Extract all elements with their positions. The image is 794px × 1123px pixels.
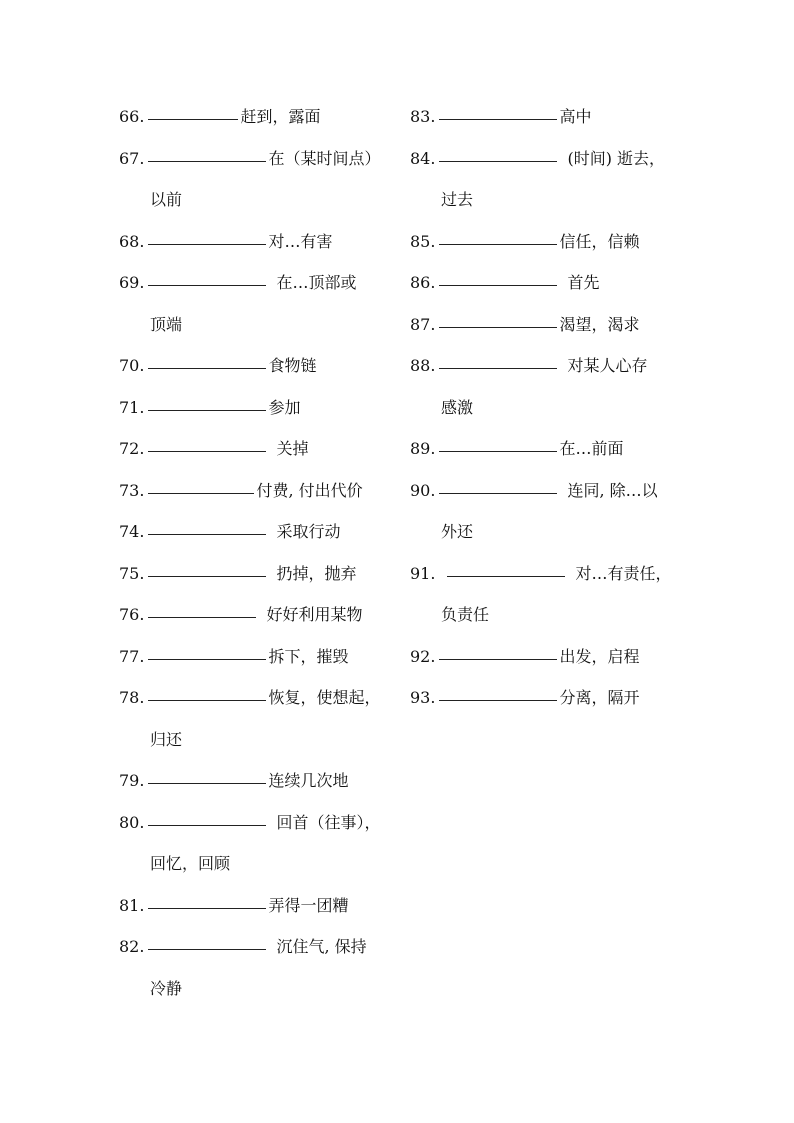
item-number: 84. xyxy=(410,148,436,168)
answer-blank[interactable] xyxy=(439,699,557,701)
item-number: 73. xyxy=(119,480,145,500)
item-number: 76. xyxy=(119,605,145,624)
answer-blank[interactable] xyxy=(439,326,557,328)
item-number: 93. xyxy=(410,688,436,707)
item-84 xyxy=(410,138,690,180)
item-meaning: 在（某时间点） xyxy=(268,148,381,168)
item-74 xyxy=(119,511,399,553)
item-meaning: 扔掉，抛弃 xyxy=(276,563,357,583)
item-meaning: 食物链 xyxy=(268,356,317,375)
item-87 xyxy=(410,304,690,346)
item-number: 87. xyxy=(410,314,436,334)
item-77 xyxy=(119,636,399,678)
answer-blank[interactable] xyxy=(148,533,266,535)
item-number: 77. xyxy=(119,646,145,666)
answer-blank[interactable] xyxy=(439,367,557,369)
item-meaning: 信任，信赖 xyxy=(559,231,640,251)
item-number: 74. xyxy=(119,522,145,541)
item-meaning-continued: 冷静 xyxy=(150,978,183,998)
answer-blank[interactable] xyxy=(447,575,565,577)
item-73 xyxy=(119,470,399,512)
item-number: 81. xyxy=(119,895,145,915)
answer-blank[interactable] xyxy=(148,409,266,411)
item-number: 66. xyxy=(119,107,145,126)
item-78 xyxy=(119,677,399,719)
item-meaning-continued: 回忆，回顾 xyxy=(150,854,231,873)
item-80 xyxy=(119,802,399,844)
answer-blank[interactable] xyxy=(148,450,266,452)
item-meaning: 好好利用某物 xyxy=(266,605,363,624)
item-number: 91. xyxy=(410,563,436,583)
item-89 xyxy=(410,428,690,470)
item-meaning: 在…顶部或 xyxy=(276,273,357,292)
item-meaning: 对…有责任， xyxy=(575,563,672,583)
item-meaning: 渴望，渴求 xyxy=(559,314,640,334)
answer-blank[interactable] xyxy=(439,450,557,452)
item-meaning: 出发，启程 xyxy=(559,646,640,666)
answer-blank[interactable] xyxy=(148,118,238,120)
answer-blank[interactable] xyxy=(148,243,266,245)
item-meaning-continued: 负责任 xyxy=(441,605,490,624)
item-number: 67. xyxy=(119,148,145,168)
item-88 xyxy=(410,345,690,387)
answer-blank[interactable] xyxy=(439,284,557,286)
item-82 xyxy=(119,926,399,968)
answer-blank[interactable] xyxy=(439,243,557,245)
item-86 xyxy=(410,262,690,304)
item-68 xyxy=(119,221,399,263)
item-meaning: 首先 xyxy=(567,273,600,292)
item-number: 78. xyxy=(119,688,145,707)
item-meaning: 回首（往事）， xyxy=(276,812,381,832)
item-meaning: 付费, 付出代价 xyxy=(256,480,363,500)
item-meaning: 分离，隔开 xyxy=(559,688,640,707)
item-81 xyxy=(119,885,399,927)
item-92 xyxy=(410,636,690,678)
item-number: 69. xyxy=(119,273,145,292)
item-meaning: 赶到，露面 xyxy=(240,107,321,126)
item-meaning: 参加 xyxy=(268,397,301,417)
item-meaning: 弄得一团糟 xyxy=(268,895,349,915)
item-meaning: 拆下，摧毁 xyxy=(268,646,349,666)
item-meaning: 采取行动 xyxy=(276,522,341,541)
item-number: 92. xyxy=(410,646,436,666)
item-meaning: 对某人心存 xyxy=(567,356,648,375)
answer-blank[interactable] xyxy=(148,658,266,660)
item-83 xyxy=(410,96,690,138)
item-number: 88. xyxy=(410,356,436,375)
item-meaning-continued: 以前 xyxy=(150,190,183,209)
item-number: 83. xyxy=(410,107,436,126)
item-meaning: (时间) 逝去， xyxy=(567,148,666,168)
item-meaning: 沉住气, 保持 xyxy=(276,937,367,956)
item-meaning-continued: 归还 xyxy=(150,729,183,749)
item-91 xyxy=(410,553,690,595)
right-column xyxy=(410,96,690,719)
item-meaning: 关掉 xyxy=(276,439,309,458)
item-meaning-continued: 外还 xyxy=(441,522,474,541)
item-meaning-continued: 顶端 xyxy=(150,314,183,334)
answer-blank[interactable] xyxy=(439,492,557,494)
item-number: 79. xyxy=(119,771,145,790)
item-93 xyxy=(410,677,690,719)
item-number: 86. xyxy=(410,273,436,292)
answer-blank[interactable] xyxy=(148,782,266,784)
item-meaning-continued: 过去 xyxy=(441,190,474,209)
item-69 xyxy=(119,262,399,304)
item-meaning-continued: 感激 xyxy=(441,397,474,417)
answer-blank[interactable] xyxy=(148,367,266,369)
item-meaning: 高中 xyxy=(559,107,592,126)
item-number: 82. xyxy=(119,937,145,956)
item-number: 89. xyxy=(410,439,436,458)
item-number: 90. xyxy=(410,480,436,500)
item-meaning: 连续几次地 xyxy=(268,771,349,790)
left-column xyxy=(119,96,399,1009)
item-number: 80. xyxy=(119,812,145,832)
answer-blank[interactable] xyxy=(439,160,557,162)
answer-blank[interactable] xyxy=(148,948,266,950)
item-number: 72. xyxy=(119,439,145,458)
item-meaning: 连同, 除…以 xyxy=(567,480,658,500)
item-meaning: 恢复，使想起， xyxy=(268,688,381,707)
answer-blank[interactable] xyxy=(148,616,256,618)
answer-blank[interactable] xyxy=(148,699,266,701)
item-number: 68. xyxy=(119,231,145,251)
item-67 xyxy=(119,138,399,180)
answer-blank[interactable] xyxy=(148,824,266,826)
item-72 xyxy=(119,428,399,470)
item-70 xyxy=(119,345,399,387)
item-75 xyxy=(119,553,399,595)
item-number: 71. xyxy=(119,397,145,417)
answer-blank[interactable] xyxy=(148,907,266,909)
item-71 xyxy=(119,387,399,429)
answer-blank[interactable] xyxy=(148,492,254,494)
answer-blank[interactable] xyxy=(148,575,266,577)
item-number: 70. xyxy=(119,356,145,375)
item-79 xyxy=(119,760,399,802)
item-85 xyxy=(410,221,690,263)
answer-blank[interactable] xyxy=(439,118,557,120)
item-66 xyxy=(119,96,399,138)
answer-blank[interactable] xyxy=(439,658,557,660)
item-number: 75. xyxy=(119,563,145,583)
answer-blank[interactable] xyxy=(148,284,266,286)
item-90 xyxy=(410,470,690,512)
item-meaning: 在…前面 xyxy=(559,439,624,458)
item-76 xyxy=(119,594,399,636)
answer-blank[interactable] xyxy=(148,160,266,162)
item-number: 85. xyxy=(410,231,436,251)
item-meaning: 对…有害 xyxy=(268,231,333,251)
